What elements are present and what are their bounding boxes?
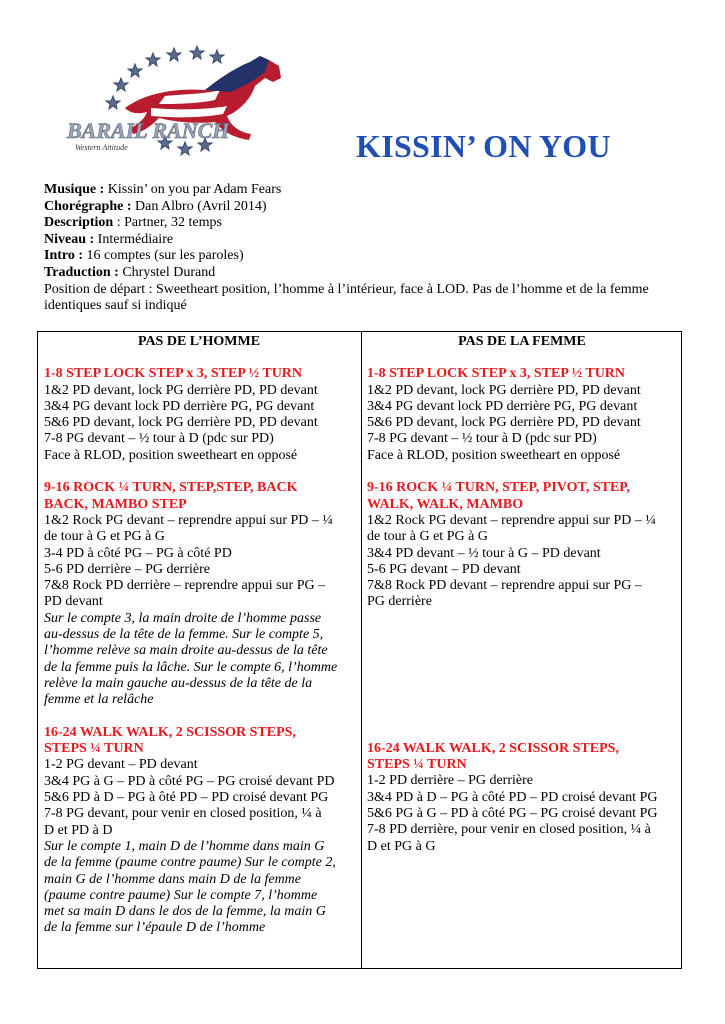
info-position-cont: identiques sauf si indiqué (44, 298, 187, 314)
star-icon (146, 53, 160, 66)
logo-text: BARAIL RANCH (67, 118, 230, 143)
section-title: STEPS ¼ TURN (367, 757, 467, 773)
step-line: 1&2 Rock PG devant – reprendre appui sur PD – ¼ (367, 512, 656, 528)
star-icon (167, 48, 181, 61)
section-title: WALK, WALK, MAMBO (367, 496, 524, 512)
note-line: met sa main D dans le dos de la femme, la main G (44, 904, 326, 920)
step-line: PD devant (44, 594, 103, 610)
step-line: 7&8 Rock PD devant – reprendre appui sur PG – (367, 578, 642, 594)
column-divider (361, 332, 362, 968)
note-line: (paume contre paume) Sur le compte 7, l’homme (44, 887, 318, 903)
star-icon (190, 46, 204, 59)
note-line: femme et la relâche (44, 692, 154, 708)
note-line: l’homme relève sa main droite au-dessus de la tête (44, 643, 328, 659)
column-femme (367, 334, 677, 855)
column-header-homme: PAS DE L’HOMME (137, 334, 261, 349)
step-line: D et PD à D (44, 822, 113, 838)
step-line: 5-6 PD derrière – PG derrière (44, 561, 210, 577)
note-line: main G de l’homme dans main D de la femme (44, 871, 302, 887)
note-line: au-dessus de la tête de la femme. Sur le compte 5, (44, 627, 324, 643)
note-line: relève la main gauche au-dessus de la tête de la (44, 675, 313, 691)
step-line: 3&4 PG à G – PD à côté PG – PG croisé devant PD (44, 773, 335, 789)
steps-table (37, 331, 682, 969)
note-line: de la femme puis la lâche. Sur le compte 6, l’homme (44, 659, 338, 675)
step-line: 3&4 PD à D – PG à côté PD – PD croisé devant PG (367, 789, 658, 805)
step-line: 1-2 PD derrière – PG derrière (367, 773, 533, 789)
star-icon (178, 142, 192, 155)
section-title: 9-16 ROCK ¼ TURN, STEP,STEP, BACK (44, 480, 298, 496)
section-title: STEPS ¼ TURN (44, 741, 144, 757)
info-description: Description : Partner, 32 temps (44, 215, 222, 231)
barail-ranch-logo (55, 38, 305, 158)
column-header-femme: PAS DE LA FEMME (458, 334, 586, 349)
step-line: 1&2 Rock PG devant – reprendre appui sur PD – ¼ (44, 512, 333, 528)
step-line: 7-8 PG devant – ½ tour à D (pdc sur PD) (44, 431, 274, 447)
info-choregraphe: Chorégraphe : Dan Albro (Avril 2014) (44, 198, 267, 214)
step-line: Face à RLOD, position sweetheart en opposé (367, 447, 621, 463)
step-line: de tour à G et PG à G (367, 529, 488, 545)
note-line: Sur le compte 3, la main droite de l’homme passe (44, 610, 322, 626)
step-line: 7-8 PG devant – ½ tour à D (pdc sur PD) (367, 431, 597, 447)
step-line: 3&4 PG devant lock PD derrière PG, PG devant (44, 398, 315, 414)
step-line: PG derrière (367, 594, 432, 610)
logo-tagline: Western Attitude (75, 143, 128, 152)
step-line: 1-2 PG devant – PD devant (44, 757, 198, 773)
step-line: 5&6 PD devant, lock PG derrière PD, PD devant (44, 415, 318, 431)
info-intro: Intro : 16 comptes (sur les paroles) (44, 248, 244, 264)
section-title: 16-24 WALK WALK, 2 SCISSOR STEPS, (44, 724, 296, 740)
step-line: 7&8 Rock PD derrière – reprendre appui sur PG – (44, 578, 326, 594)
step-line: 1&2 PD devant, lock PG derrière PD, PD devant (367, 382, 641, 398)
step-line: 5&6 PD devant, lock PG derrière PD, PD devant (367, 415, 641, 431)
page-title: KISSIN’ ON YOU (356, 128, 611, 164)
step-line: 7-8 PG devant, pour venir en closed position, ¼ à (44, 806, 322, 822)
star-icon (128, 64, 142, 77)
info-traduction: Traduction : Chrystel Durand (44, 264, 216, 280)
step-line: D et PG à G (367, 838, 436, 854)
section-title: 9-16 ROCK ¼ TURN, STEP, PIVOT, STEP, (367, 480, 631, 496)
step-line: de tour à G et PG à G (44, 529, 165, 545)
step-line: Face à RLOD, position sweetheart en opposé (44, 447, 298, 463)
section-title: 16-24 WALK WALK, 2 SCISSOR STEPS, (367, 740, 619, 756)
dance-info (44, 182, 694, 315)
note-line: Sur le compte 1, main D de l’homme dans main G (44, 838, 325, 854)
star-icon (210, 50, 224, 63)
step-line: 3&4 PG devant lock PD derrière PG, PG devant (367, 398, 638, 414)
step-line: 1&2 PD devant, lock PG derrière PD, PD devant (44, 382, 318, 398)
section-title: 1-8 STEP LOCK STEP x 3, STEP ½ TURN (44, 366, 303, 382)
step-line: 7-8 PD derrière, pour venir en closed position, ¼ à (367, 822, 651, 838)
step-line: 3-4 PD à côté PG – PG à côté PD (44, 545, 232, 561)
step-line: 5-6 PG devant – PD devant (367, 561, 521, 577)
step-line: 5&6 PD à D – PG à ôté PD – PD croisé devant PG (44, 790, 329, 806)
note-line: de la femme sur l’épaule D de l’homme (44, 920, 266, 936)
star-icon (114, 78, 128, 91)
star-icon (106, 96, 120, 109)
column-homme (44, 334, 354, 937)
info-niveau: Niveau : Intermédiaire (44, 231, 174, 247)
info-musique: Musique : Kissin’ on you par Adam Fears (44, 182, 282, 197)
step-line: 5&6 PG à G – PD à côté PG – PG croisé devant PG (367, 805, 658, 821)
section-title: 1-8 STEP LOCK STEP x 3, STEP ½ TURN (367, 366, 626, 382)
section-title: BACK, MAMBO STEP (44, 496, 187, 512)
info-position: Position de départ : Sweetheart position, l’homme à l’intérieur, face à LOD. Pas de l’homme et de la femme (44, 281, 649, 297)
note-line: de la femme (paume contre paume) Sur le compte 2, (44, 855, 336, 871)
step-line: 3&4 PD devant – ½ tour à G – PD devant (367, 545, 601, 561)
